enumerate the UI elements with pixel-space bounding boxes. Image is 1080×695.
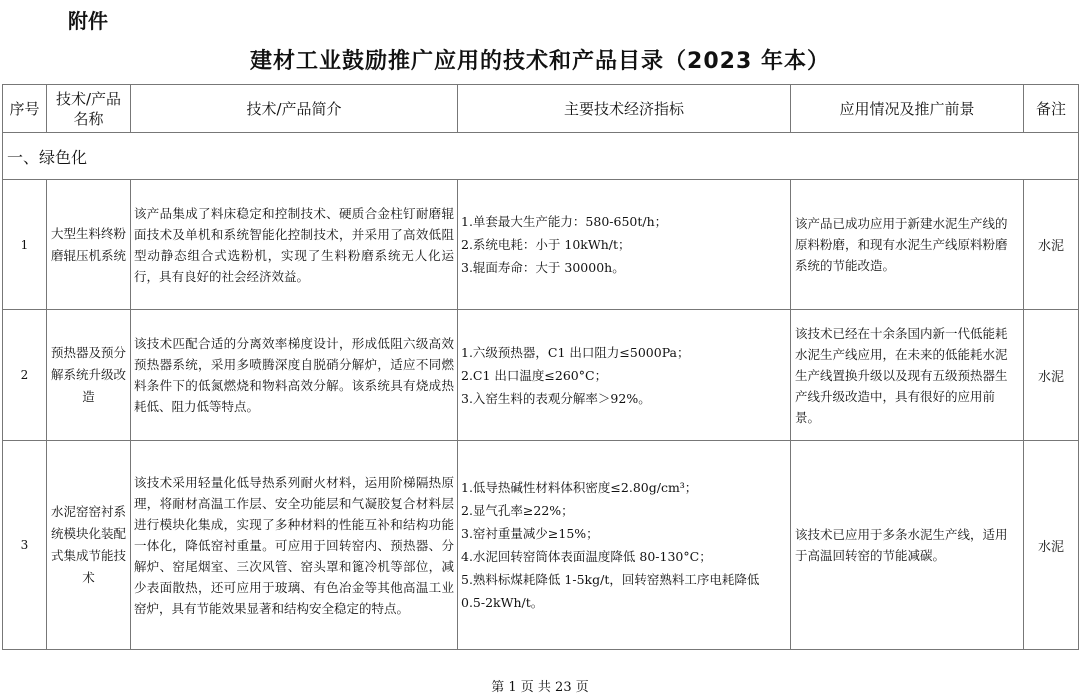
row-name: 大型生料终粉磨辊压机系统 <box>47 180 131 310</box>
indicator-line: 1.单套最大生产能力：580-650t/h； <box>461 214 668 229</box>
section-title: 一、绿色化 <box>3 133 1079 180</box>
row-indicators <box>458 441 791 650</box>
header-intro: 技术/产品简介 <box>131 85 458 133</box>
catalog-table <box>2 84 1079 650</box>
row-indicators <box>458 310 791 441</box>
row-seq: 3 <box>3 441 47 650</box>
row-prospects: 该技术已应用于多条水泥生产线，适用于高温回转窑的节能减碳。 <box>791 441 1024 650</box>
header-name: 技术/产品名称 <box>47 85 131 133</box>
indicator-line: 4.水泥回转窑筒体表面温度降低 80-130°C； <box>461 549 712 564</box>
row-intro: 该技术采用轻量化低导热系列耐火材料，运用阶梯隔热原理，将耐材高温工作层、安全功能层和气凝胶复合材料层进行模块化集成，实现了多种材料的性能互补和结构功能一体化，降低窑衬重量。可应用于回转窑内、预热器、分解炉、窑尾烟室、三次风管、窑头罩和篦冷机等部位，减少表面散热，还可应用于玻璃、有色冶金等其他高温工业窑炉，具有节能效果显著和结构安全稳定的特点。 <box>131 441 458 650</box>
table-row <box>3 180 1079 310</box>
indicator-line: 2.C1 出口温度≤260°C； <box>461 367 608 383</box>
row-seq: 1 <box>3 180 47 310</box>
section-row <box>3 133 1079 180</box>
indicator-line: 3.辊面寿命：大于 30000h。 <box>461 260 625 275</box>
table-row <box>3 441 1079 650</box>
indicator-line: 3.窑衬重量减少≥15%； <box>461 526 599 541</box>
row-note: 水泥 <box>1024 180 1079 310</box>
header-prospects: 应用情况及推广前景 <box>791 85 1024 133</box>
indicator-line: 2.系统电耗：小于 10kWh/t； <box>461 237 631 252</box>
indicator-line: 5.熟料标煤耗降低 1-5kg/t，回转窑熟料工序电耗降低 <box>461 572 760 587</box>
row-note: 水泥 <box>1024 441 1079 650</box>
row-name: 水泥窑窑衬系统模块化装配式集成节能技术 <box>47 441 131 650</box>
page-footer: 第 1 页 共 23 页 <box>491 680 589 695</box>
row-intro: 该技术匹配合适的分离效率梯度设计，形成低阻六级高效预热器系统，采用多喷腾深度自脱硝分解炉，适应不同燃料条件下的低氮燃烧和物料高效分解。该系统具有烧成热耗低、阻力低等特点。 <box>131 310 458 441</box>
header-notes: 备注 <box>1024 85 1079 133</box>
header-seq: 序号 <box>3 85 47 133</box>
row-prospects: 该技术已经在十余条国内新一代低能耗水泥生产线应用，在未来的低能耗水泥生产线置换升级以及现有五级预热器生产线升级改造中，具有很好的应用前景。 <box>791 310 1024 441</box>
header-indicators: 主要技术经济指标 <box>458 85 791 133</box>
table-header-row <box>3 85 1079 133</box>
indicator-line: 2.显气孔率≥22%； <box>461 503 574 518</box>
row-intro: 该产品集成了料床稳定和控制技术、硬质合金柱钉耐磨辊面技术及单机和系统智能化控制技术，并采用了高效低阻型动静态组合式选粉机，实现了生料粉磨系统无人化运行，具有良好的社会经济效益。 <box>131 180 458 310</box>
row-name: 预热器及预分解系统升级改造 <box>47 310 131 441</box>
table-row <box>3 310 1079 441</box>
document-title: 建材工业鼓励推广应用的技术和产品目录（2023 年本） <box>250 49 830 74</box>
indicator-line: 1.低导热碱性材料体积密度≤2.80g/cm³； <box>461 480 698 495</box>
indicator-line: 1.六级预热器，C1 出口阻力≤5000Pa； <box>461 344 690 360</box>
row-indicators <box>458 180 791 310</box>
indicator-line: 3.入窑生料的表观分解率＞92%。 <box>461 390 651 406</box>
attachment-label: 附件 <box>68 9 108 33</box>
row-prospects: 该产品已成功应用于新建水泥生产线的原料粉磨，和现有水泥生产线原料粉磨系统的节能改造。 <box>791 180 1024 310</box>
row-note: 水泥 <box>1024 310 1079 441</box>
indicator-line: 0.5-2kWh/t。 <box>461 595 544 610</box>
row-seq: 2 <box>3 310 47 441</box>
